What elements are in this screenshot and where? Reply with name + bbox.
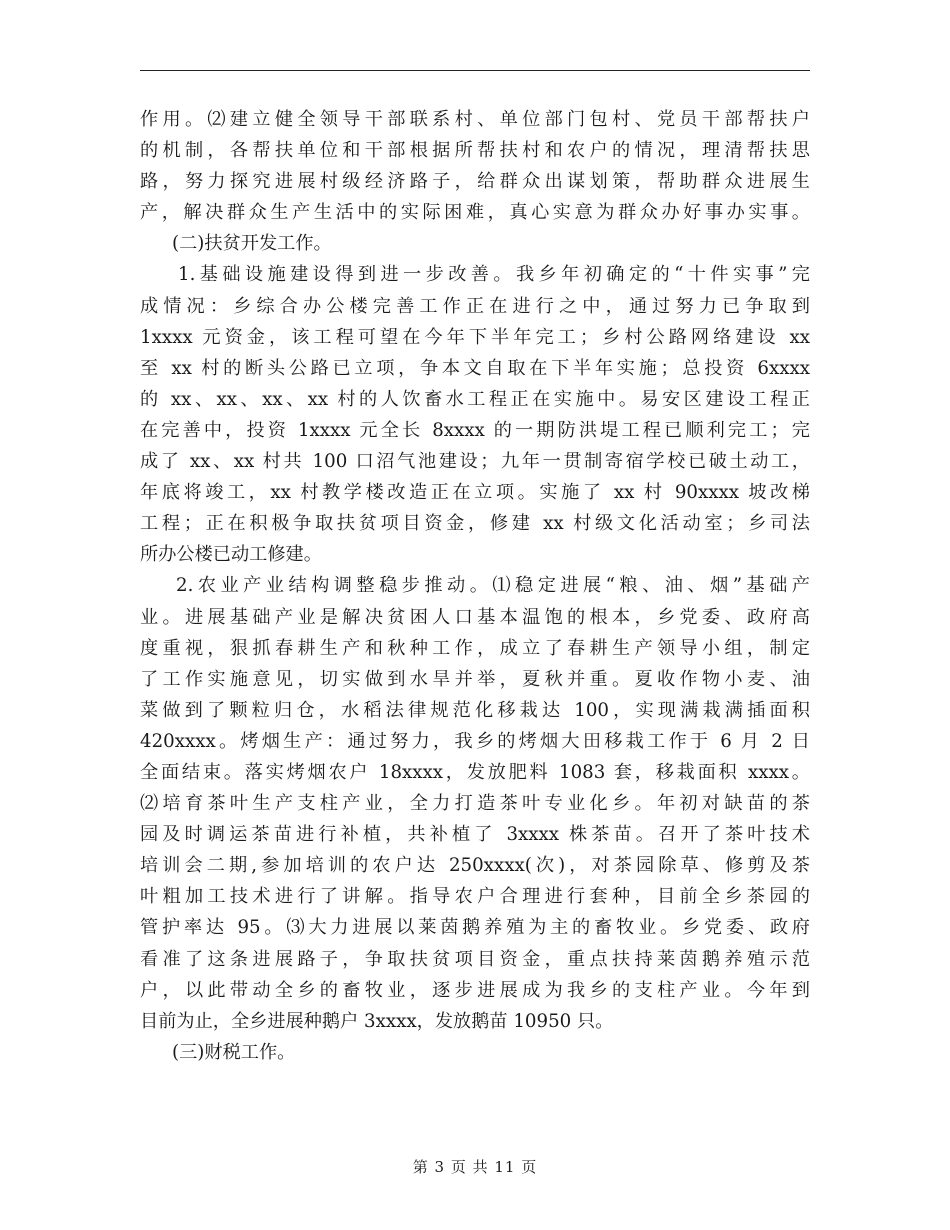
text-line: 1xxxx 元资金，该工程可望在今年下半年完工；乡村公路网络建设 xx <box>140 326 810 348</box>
text-line: 成情况：乡综合办公楼完善工作正在进行之中，通过努力已争取到 <box>140 295 810 317</box>
text-line: 业。进展基础产业是解决贫困人口基本温饱的根本，乡党委、政府高 <box>140 606 810 628</box>
text-line: 成了 xx、xx 村共 100 口沼气池建设；九年一贯制寄宿学校已破土动工， <box>140 451 810 473</box>
text-line: 看准了这条进展路子，争取扶贫项目资金，重点扶持莱茵鹅养殖示范 <box>140 948 810 970</box>
text-line: 所办公楼已动工修建。 <box>140 544 322 566</box>
text-line: 产，解决群众生产生活中的实际困难，真心实意为群众办好事办实事。 <box>140 202 810 224</box>
text-line: 工程；正在积极争取扶贫项目资金，修建 xx 村级文化活动室；乡司法 <box>140 513 810 535</box>
text-line: 作用。⑵建立健全领导干部联系村、单位部门包村、党员干部帮扶户 <box>140 109 810 130</box>
text-line: 的 xx、xx、xx、xx 村的人饮畜水工程正在实施中。易安区建设工程正 <box>140 388 810 410</box>
text-line: (三)财税工作。 <box>172 1041 296 1063</box>
text-line: ⑵培育茶叶生产支柱产业，全力打造茶叶专业化乡。年初对缺苗的茶 <box>140 793 810 815</box>
text-line: 420xxxx。烤烟生产：通过努力，我乡的烤烟大田移栽工作于 6 月 2 日 <box>140 730 810 752</box>
text-line: (二)扶贫开发工作。 <box>172 233 332 255</box>
text-line: 了工作实施意见，切实做到水旱并举，夏秋并重。夏收作物小麦、油 <box>140 668 810 690</box>
text-line: 全面结束。落实烤烟农户 18xxxx，发放肥料 1083 套，移栽面积 xxxx。 <box>140 761 810 783</box>
text-line: 目前为止，全乡进展种鹅户 3xxxx，发放鹅苗 10950 只。 <box>140 1010 614 1032</box>
text-line: 管护率达 95。⑶大力进展以莱茵鹅养殖为主的畜牧业。乡党委、政府 <box>140 917 810 939</box>
text-line: 培训会二期,参加培训的农户达 250xxxx(次)，对茶园除草、修剪及茶 <box>140 855 810 877</box>
text-line: 的机制，各帮扶单位和干部根据所帮扶村和农户的情况，理清帮扶思 <box>140 140 810 162</box>
text-line: 2.农业产业结构调整稳步推动。⑴稳定进展“粮、油、烟”基础产 <box>176 575 810 597</box>
text-line: 叶粗加工技术进行了讲解。指导农户合理进行套种，目前全乡茶园的 <box>140 886 810 908</box>
text-line: 菜做到了颗粒归仓，水稻法律规范化移栽达 100，实现满栽满插面积 <box>140 699 810 721</box>
text-line: 在完善中，投资 1xxxx 元全长 8xxxx 的一期防洪堤工程已顺利完工；完 <box>140 419 810 441</box>
text-line: 户，以此带动全乡的畜牧业，逐步进展成为我乡的支柱产业。今年到 <box>140 979 810 1001</box>
text-line: 至 xx 村的断头公路已立项，争本文自取在下半年实施；总投资 6xxxx <box>140 357 810 379</box>
body-text <box>140 104 810 1068</box>
page-footer: 第 3 页 共 11 页 <box>412 1158 538 1176</box>
header-rule <box>140 70 810 71</box>
text-line: 路，努力探究进展村级经济路子，给群众出谋划策，帮助群众进展生 <box>140 171 810 193</box>
text-line: 园及时调运茶苗进行补植，共补植了 3xxxx 株茶苗。召开了茶叶技术 <box>140 824 810 846</box>
text-line: 1.基础设施建设得到进一步改善。我乡年初确定的“十件实事”完 <box>178 264 810 286</box>
text-line: 度重视，狠抓春耕生产和秋种工作，成立了春耕生产领导小组，制定 <box>140 637 810 659</box>
text-line: 年底将竣工，xx 村教学楼改造正在立项。实施了 xx 村 90xxxx 坡改梯 <box>140 482 810 504</box>
